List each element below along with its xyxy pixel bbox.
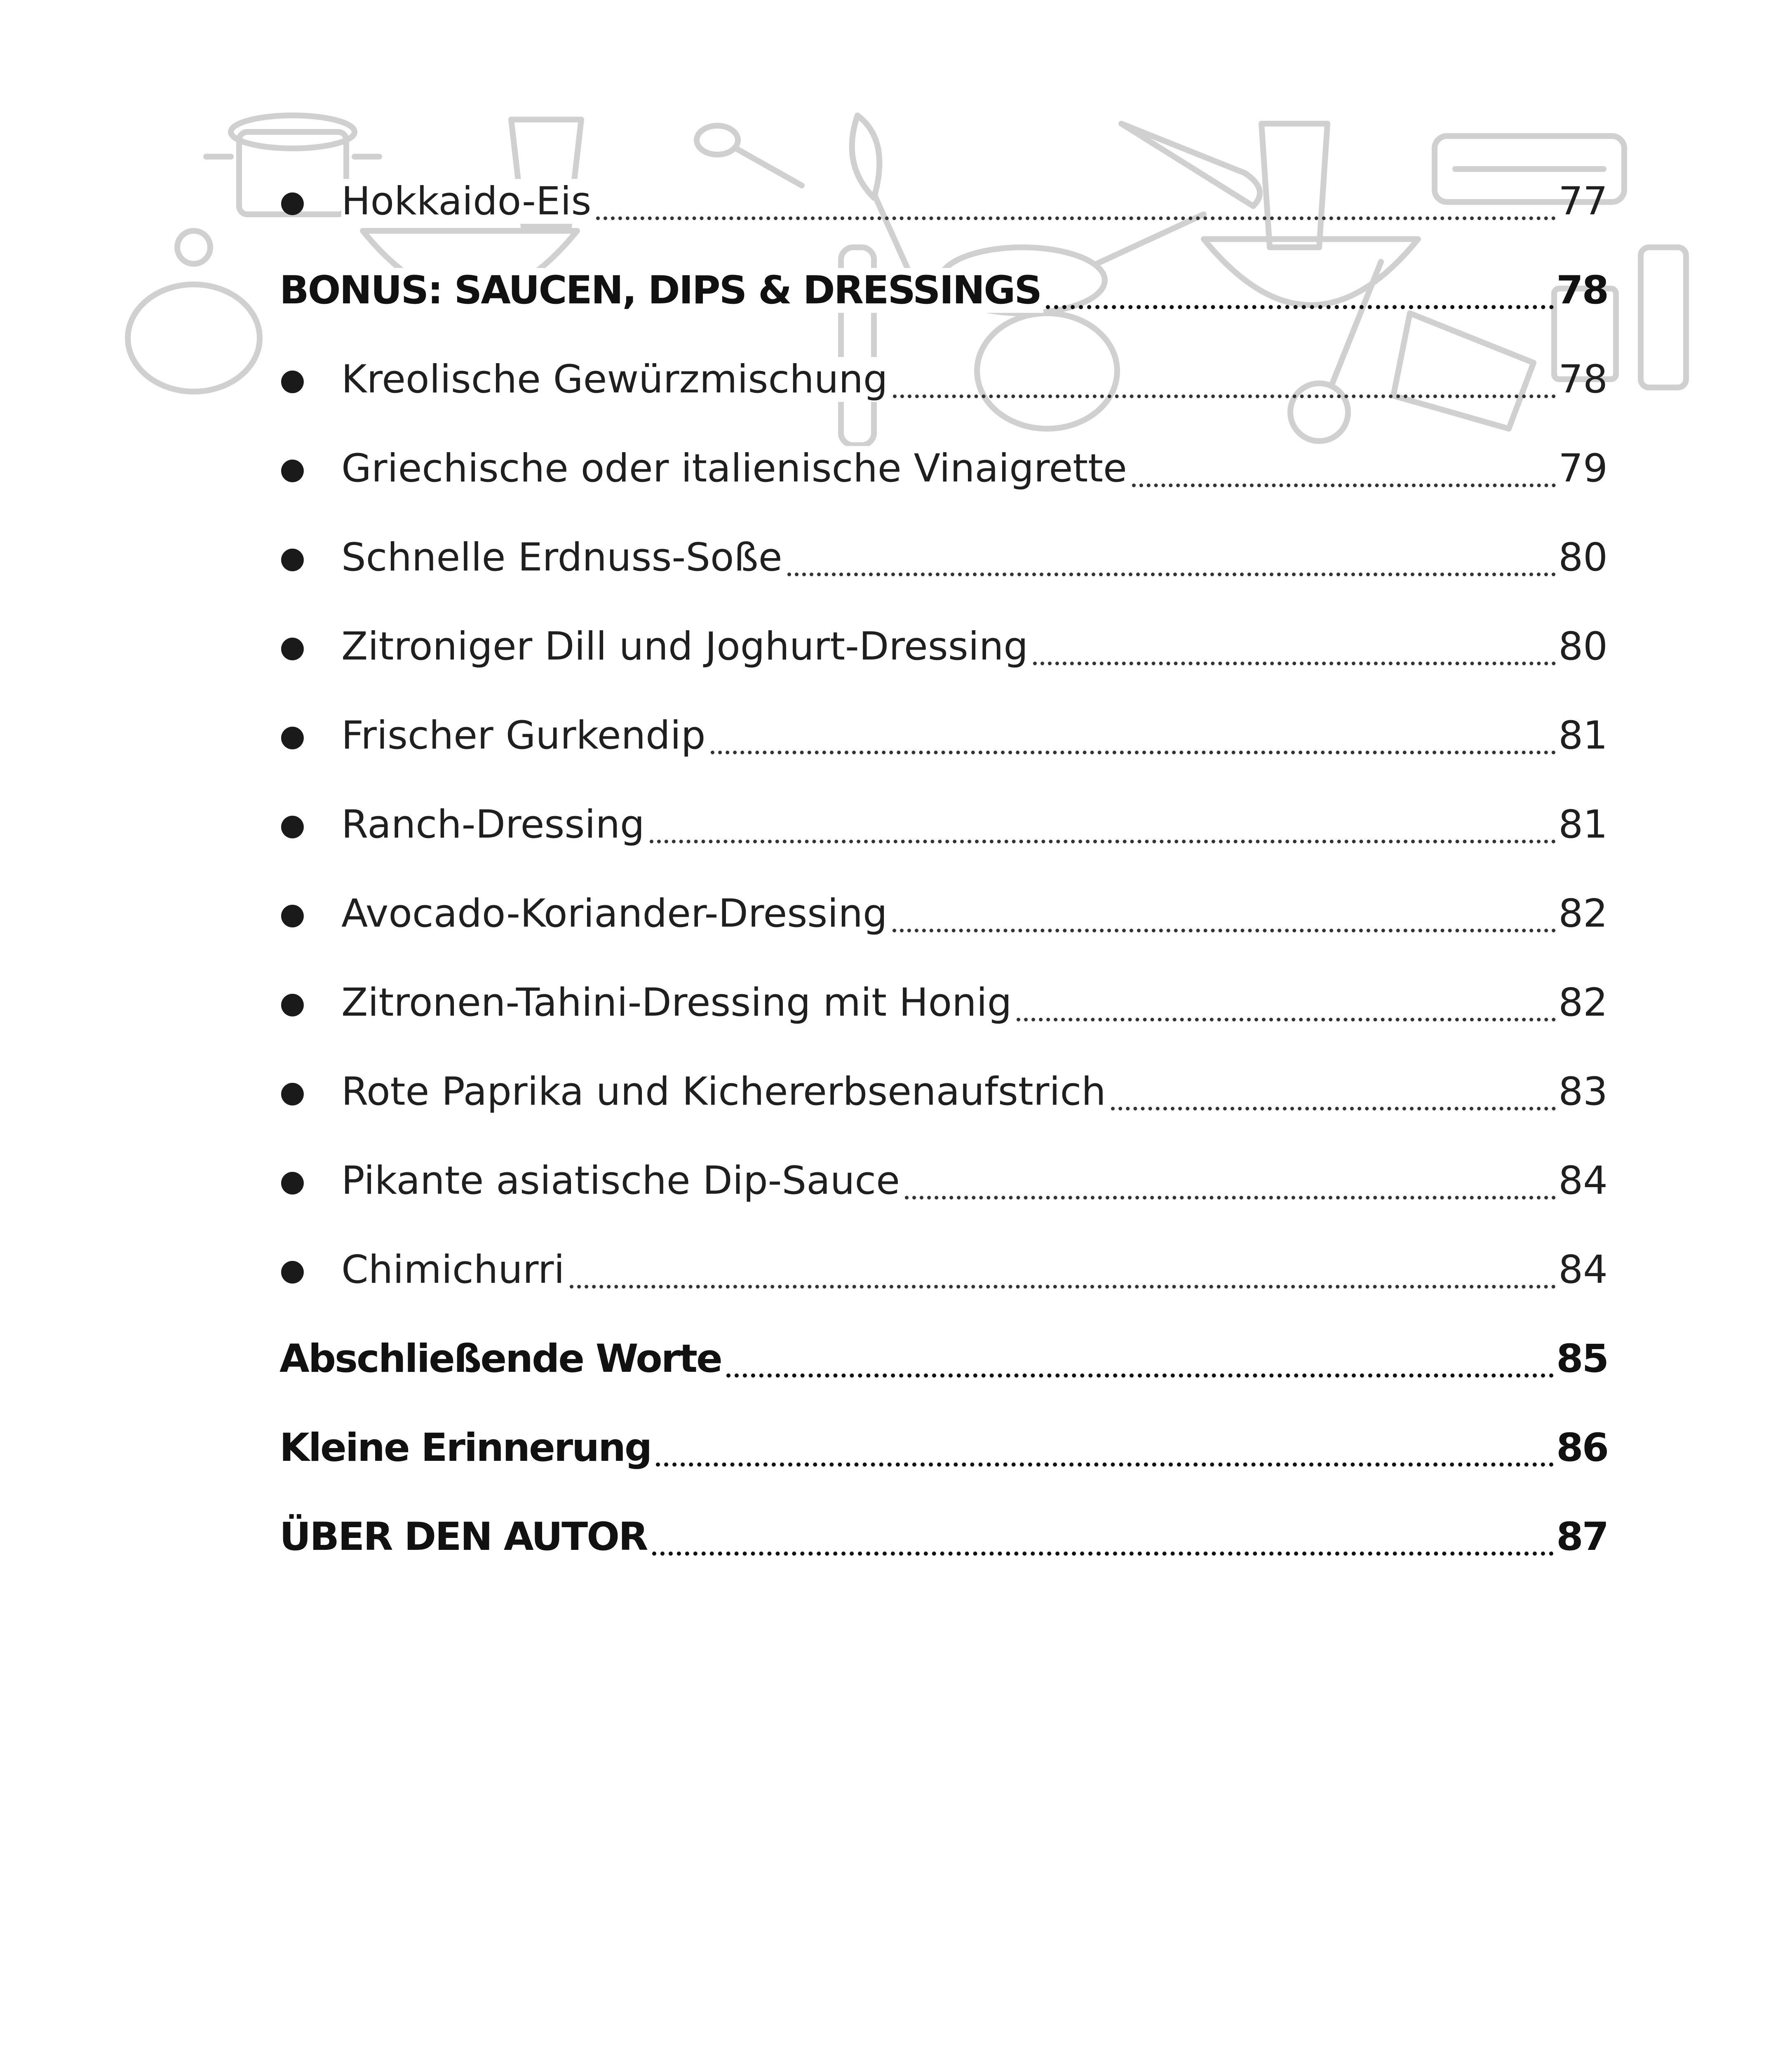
dot-leader	[656, 1462, 1554, 1467]
dot-leader	[1017, 1018, 1556, 1021]
toc-entry-title: Kreolische Gewürzmischung	[341, 357, 890, 402]
bullet-icon: ●	[279, 1163, 305, 1198]
dot-leader	[726, 1373, 1554, 1378]
dot-leader	[1046, 305, 1554, 309]
bullet-icon: ●	[279, 362, 305, 397]
toc-entry[interactable]	[279, 157, 1608, 246]
toc-entry-title: Avocado-Koriander-Dressing	[341, 891, 890, 936]
toc-entry-title: Abschließende Worte	[279, 1336, 724, 1381]
bullet-icon: ●	[279, 629, 305, 664]
toc-entry-title: Zitroniger Dill und Joghurt-Dressing	[341, 624, 1031, 669]
bullet-icon: ●	[279, 985, 305, 1020]
bullet-icon: ●	[279, 1074, 305, 1109]
dot-leader	[650, 840, 1556, 843]
toc-entry[interactable]	[279, 513, 1608, 602]
toc-entry-page: 86	[1556, 1425, 1608, 1470]
toc-entry-title: Frischer Gurkendip	[341, 713, 708, 758]
toc-entry-title: Hokkaido-Eis	[341, 179, 594, 224]
toc-entry-title: ÜBER DEN AUTOR	[279, 1514, 650, 1559]
dot-leader	[893, 394, 1556, 398]
toc-entry-page: 80	[1558, 535, 1608, 580]
bullet-icon: ●	[279, 807, 305, 842]
dot-leader	[1111, 1107, 1556, 1110]
dot-leader	[892, 929, 1556, 932]
toc-entry[interactable]	[279, 691, 1608, 780]
toc-entry[interactable]	[279, 958, 1608, 1047]
toc-entry-page: 78	[1558, 357, 1608, 402]
toc-entry-title: Rote Paprika und Kichererbsenaufstrich	[341, 1069, 1109, 1114]
toc-entry-page: 81	[1558, 802, 1608, 847]
grater-icon	[1641, 247, 1686, 387]
dot-leader	[711, 751, 1556, 754]
toc-entry-page: 85	[1556, 1336, 1608, 1381]
toc-entry-title: BONUS: SAUCEN, DIPS & DRESSINGS	[279, 268, 1043, 313]
bullet-icon: ●	[279, 1252, 305, 1287]
toc-entry-page: 83	[1558, 1069, 1608, 1114]
toc-section-heading[interactable]	[279, 1492, 1608, 1581]
toc-entry-title: Griechische oder italienische Vinaigrette	[341, 446, 1130, 491]
toc-entry-page: 84	[1558, 1158, 1608, 1203]
toc-entry-page: 78	[1556, 268, 1608, 313]
dot-leader	[652, 1552, 1554, 1556]
toc-entry[interactable]	[279, 780, 1608, 869]
dot-leader	[1033, 662, 1556, 665]
bullet-icon: ●	[279, 896, 305, 931]
toc-entry-title: Pikante asiatische Dip-Sauce	[341, 1158, 902, 1203]
bullet-icon: ●	[279, 184, 305, 218]
toc-entry-title: Schnelle Erdnuss-Soße	[341, 535, 785, 580]
toc-entry[interactable]	[279, 1047, 1608, 1136]
toc-entry[interactable]	[279, 869, 1608, 958]
dot-leader	[905, 1196, 1556, 1200]
toc-entry-page: 84	[1558, 1247, 1608, 1292]
bullet-icon: ●	[279, 451, 305, 486]
toc-entry-page: 79	[1558, 446, 1608, 491]
toc-entry-page: 81	[1558, 713, 1608, 758]
toc-entry-title: Ranch-Dressing	[341, 802, 647, 847]
toc-entry-title: Kleine Erinnerung	[279, 1425, 653, 1470]
toc-entry-page: 82	[1558, 980, 1608, 1025]
bullet-icon: ●	[279, 718, 305, 753]
bullet-icon: ●	[279, 540, 305, 575]
toc-entry[interactable]	[279, 335, 1608, 424]
table-of-contents	[279, 157, 1608, 1581]
toc-entry-title: Zitronen-Tahini-Dressing mit Honig	[341, 980, 1014, 1025]
toc-entry-page: 87	[1556, 1514, 1608, 1559]
toc-section-heading[interactable]	[279, 246, 1608, 335]
toc-entry-page: 77	[1558, 178, 1608, 224]
toc-section-heading[interactable]	[279, 1314, 1608, 1403]
toc-entry[interactable]	[279, 424, 1608, 513]
pot-icon	[128, 231, 260, 392]
dot-leader	[570, 1285, 1556, 1289]
dot-leader	[787, 573, 1556, 576]
toc-entry-page: 82	[1558, 891, 1608, 936]
toc-section-heading[interactable]	[279, 1403, 1608, 1492]
dot-leader	[1132, 484, 1556, 487]
toc-entry-page: 80	[1558, 624, 1608, 669]
toc-entry[interactable]	[279, 1136, 1608, 1225]
toc-entry-title: Chimichurri	[341, 1247, 567, 1292]
dot-leader	[596, 216, 1556, 220]
toc-entry[interactable]	[279, 602, 1608, 691]
toc-entry[interactable]	[279, 1225, 1608, 1314]
